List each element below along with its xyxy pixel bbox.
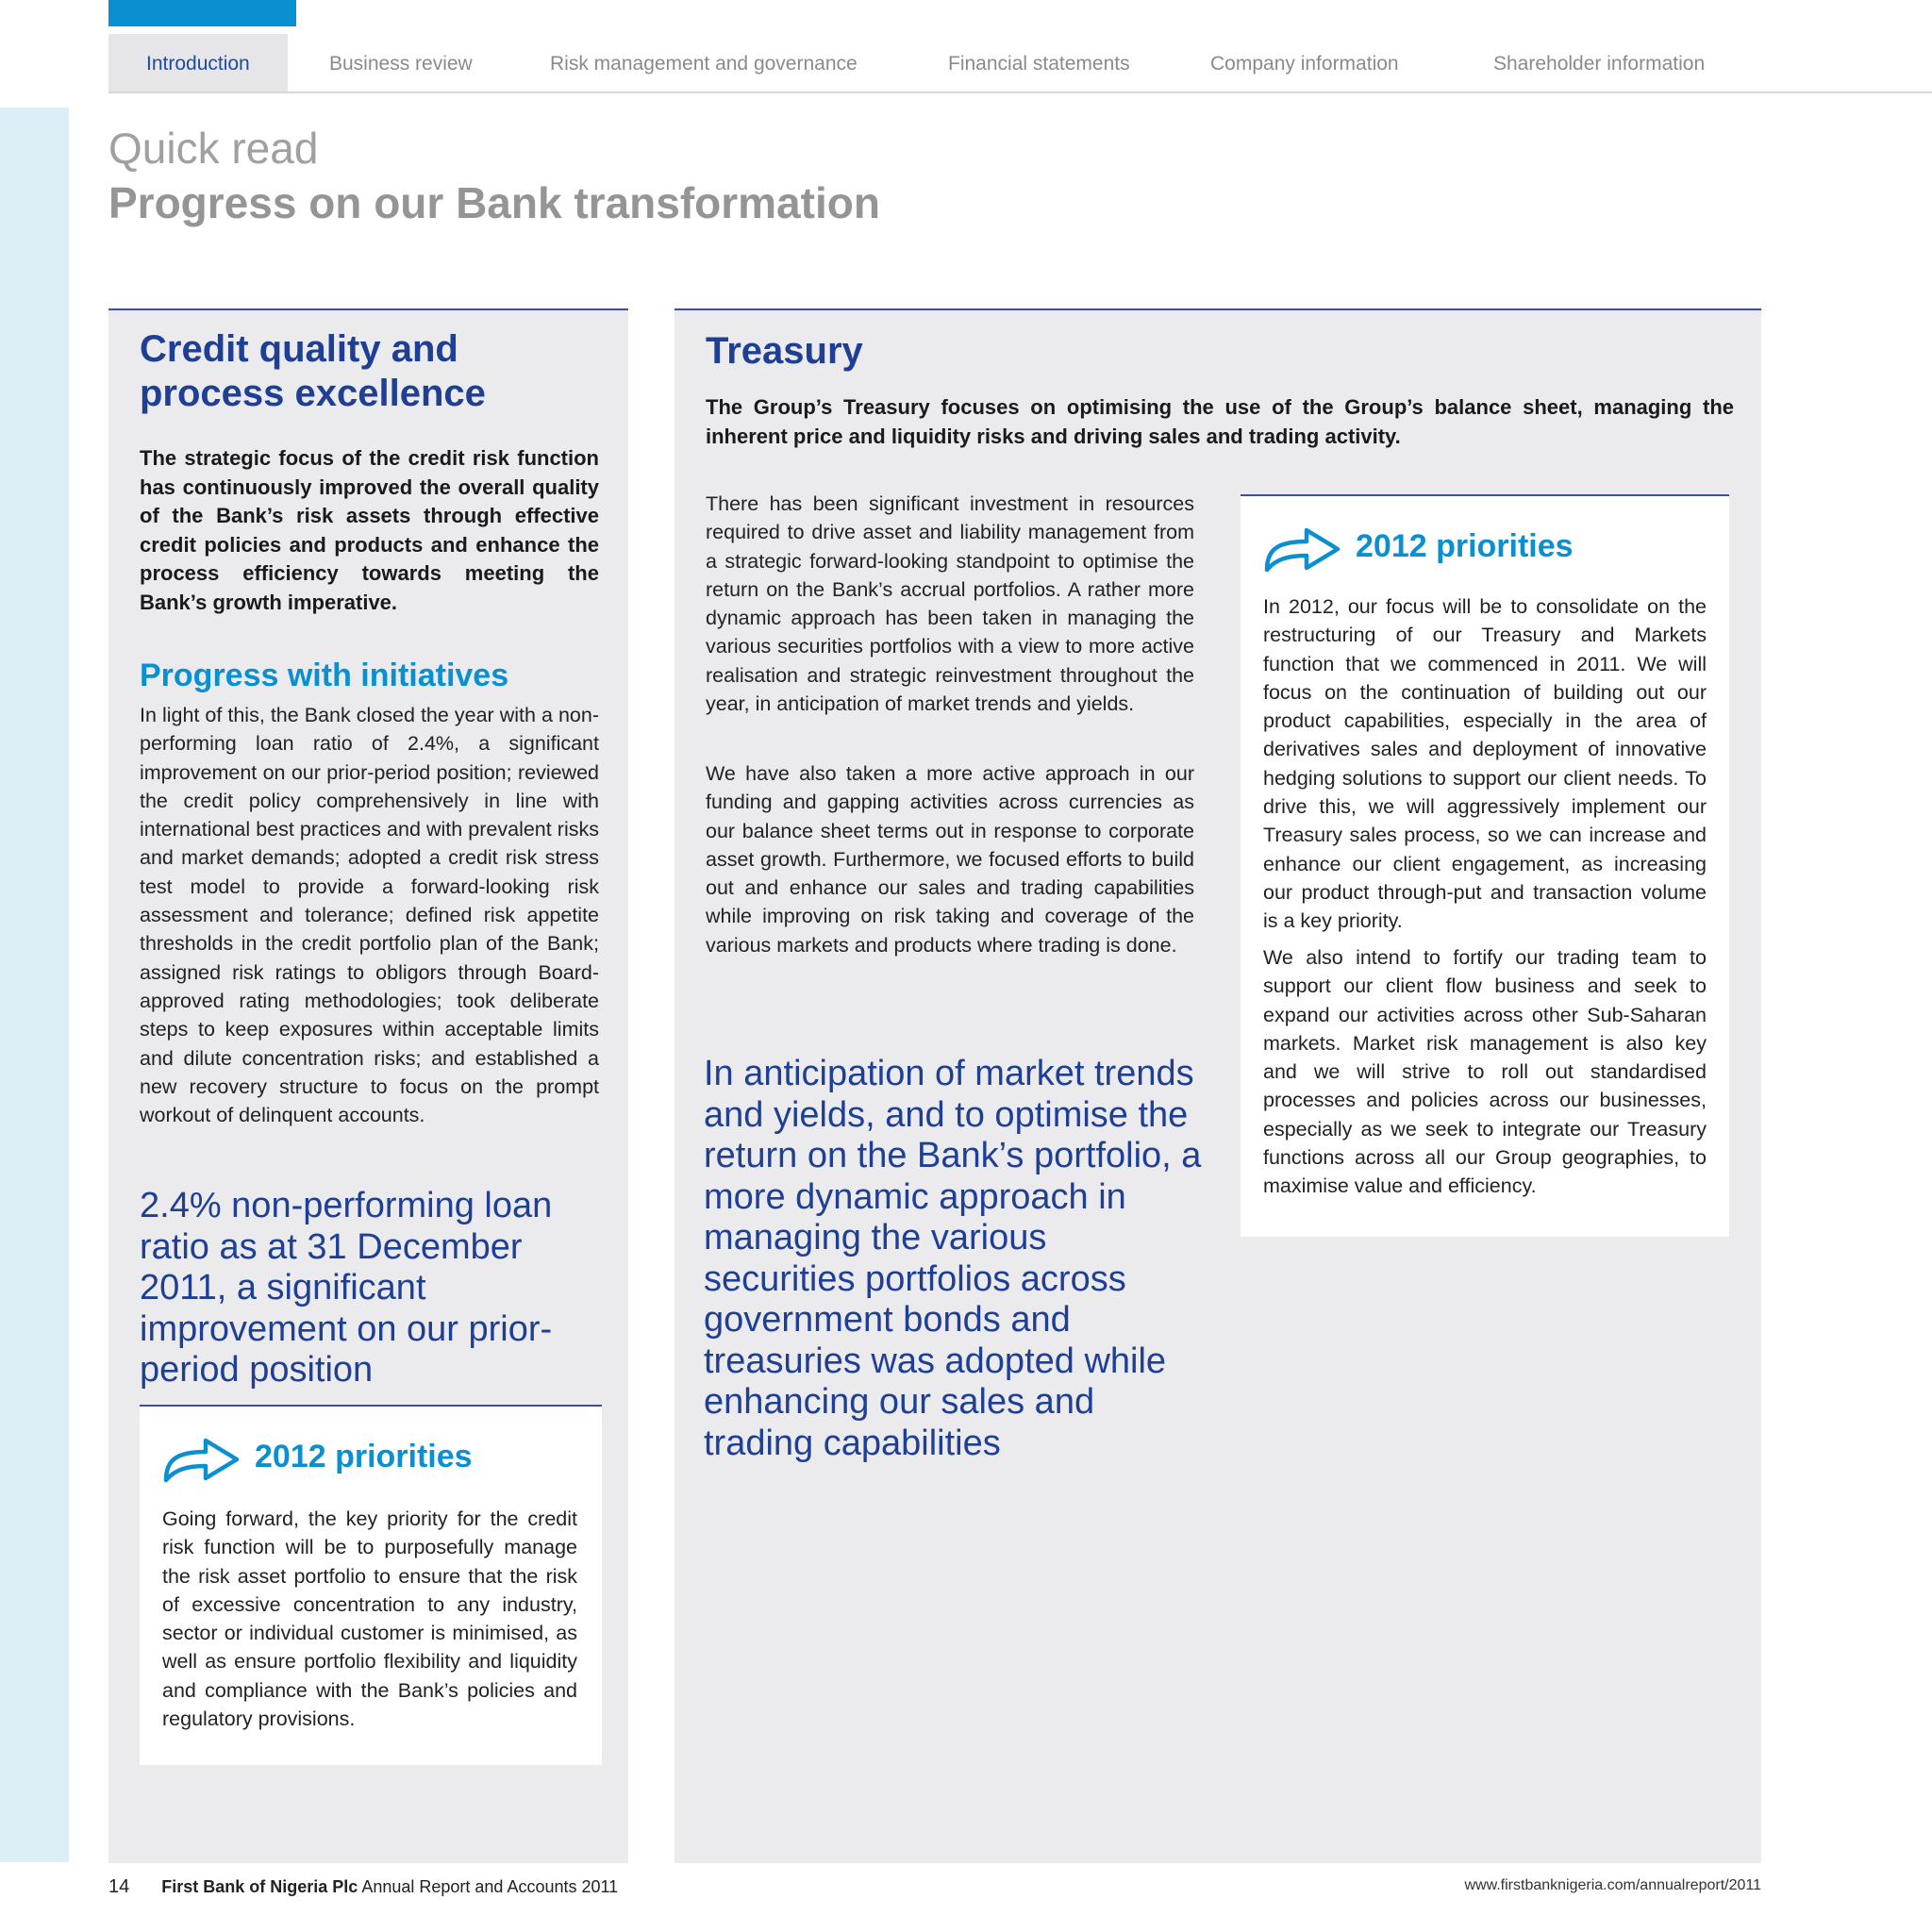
treasury-body-p1: There has been significant investment in resources required to drive asset and liability management from a strategic forward-looking standpoint to optimise the return on the Bank’s accrual portfolios. A rather more dynamic approach has been taken in managing the various securities portfolios with a view to more active realisation and strategic reinvestment throughout the year, in anticipation of market trends and yields.	[706, 492, 1194, 716]
tab-introduction[interactable]: Introduction	[108, 34, 288, 92]
credit-quality-panel	[108, 308, 628, 1863]
credit-heading-line2: process excellence	[140, 373, 486, 414]
credit-priorities-title: 2012 priorities	[255, 1439, 473, 1474]
page-number: 14	[108, 1876, 130, 1897]
footer-company: First Bank of Nigeria Plc	[161, 1877, 358, 1896]
treasury-panel	[675, 308, 1761, 1863]
treasury-heading: Treasury	[706, 330, 863, 372]
footer-report: Annual Report and Accounts 2011	[361, 1877, 619, 1896]
credit-priorities-body: Going forward, the key priority for the credit risk function will be to purposefully manage the risk asset portfolio to ensure that the risk of excessive concentration to any industry, sector or individual customer is minimised, as well as ensure portfolio flexibility and liquidity and compliance with the Bank’s policies and regulatory provisions.	[162, 1507, 577, 1731]
arrow-right-icon	[1263, 521, 1342, 575]
treasury-priorities-title: 2012 priorities	[1356, 528, 1574, 564]
tab-shareholder-information[interactable]: Shareholder information	[1493, 53, 1706, 75]
tab-financial-statements[interactable]: Financial statements	[948, 53, 1130, 75]
progress-subheading: Progress with initiatives	[140, 658, 509, 693]
treasury-priorities-body-p1: In 2012, our focus will be to consolidate on the restructuring of our Treasury and Markets function that we commenced in 2011. We will focus on the continuation of building out our product capabilities, especially in the area of derivatives sales and deployment of innovative hedging solutions to support our client needs. To drive this, we will aggressively implement our Treasury sales process, so we can increase and enhance our client engagement, as increasing our product through-put and transaction volume is a key priority.	[1263, 595, 1707, 933]
footer-left	[108, 1876, 618, 1898]
tab-company-information[interactable]: Company information	[1210, 53, 1399, 75]
top-accent-bar	[108, 0, 296, 26]
credit-priorities-box	[140, 1405, 602, 1765]
quick-read-label: Quick read	[108, 124, 319, 173]
credit-heading-line1: Credit quality and	[140, 328, 458, 370]
credit-body: In light of this, the Bank closed the year with a non-performing loan ratio of 2.4%, a significant improvement on our prior-period position; reviewed the credit policy comprehensively in line with international best practices and with prevalent risks and market demands; adopted a credit risk stress test model to provide a forward-looking risk assessment and tolerance; defined risk appetite thresholds in the credit portfolio plan of the Bank; assigned risk ratings to obligors through Board-approved rating methodologies; took deliberate steps to keep exposures within acceptable limits and dilute concentration risks; and established a new recovery structure to focus on the prompt workout of delinquent accounts.	[140, 704, 599, 1127]
credit-heading	[140, 327, 611, 416]
credit-pull-quote: 2.4% non-performing loan ratio as at 31 December 2011, a significant improvement on our prior-period position	[140, 1186, 553, 1390]
side-strip	[0, 108, 69, 1862]
treasury-priorities-box	[1241, 494, 1729, 1237]
arrow-right-icon	[162, 1431, 242, 1486]
section-nav	[108, 34, 1932, 93]
treasury-priorities-body-p2: We also intend to fortify our trading team to support our client flow business and seek to expand our activities across other Sub-Saharan markets. Market risk management is also key and we will strive to roll out standardised processes and policies across our businesses, especially as we seek to integrate our Treasury functions across all our Group geographies, to maximise value and efficiency.	[1263, 946, 1707, 1198]
treasury-lead: The Group’s Treasury focuses on optimising the use of the Group’s balance sheet, managing the inherent price and liquidity risks and driving sales and trading activity.	[706, 395, 1734, 448]
treasury-body-p2: We have also taken a more active approach in our funding and gapping activities across currencies as our balance sheet terms out in response to corporate asset growth. Furthermore, we focused efforts to build out and enhance our sales and trading capabilities while improving on risk taking and coverage of the various markets and products where trading is done.	[706, 762, 1194, 957]
tab-business-review[interactable]: Business review	[329, 53, 473, 75]
tab-risk-management[interactable]: Risk management and governance	[550, 53, 858, 75]
treasury-pull-quote: In anticipation of market trends and yields, and to optimise the return on the Bank’s portfolio, a more dynamic approach in managing the various securities portfolios across government bonds and treasuries was adopted while enhancing our sales and trading capabilities	[704, 1054, 1202, 1463]
credit-lead: The strategic focus of the credit risk function has continuously improved the overall quality of the Bank’s risk assets through effective credit policies and products and enhance the process efficiency towards meeting the Bank’s growth imperative.	[140, 446, 599, 614]
footer-url[interactable]: www.firstbanknigeria.com/annualreport/2011	[1464, 1877, 1761, 1893]
page-title: Progress on our Bank transformation	[108, 178, 880, 227]
